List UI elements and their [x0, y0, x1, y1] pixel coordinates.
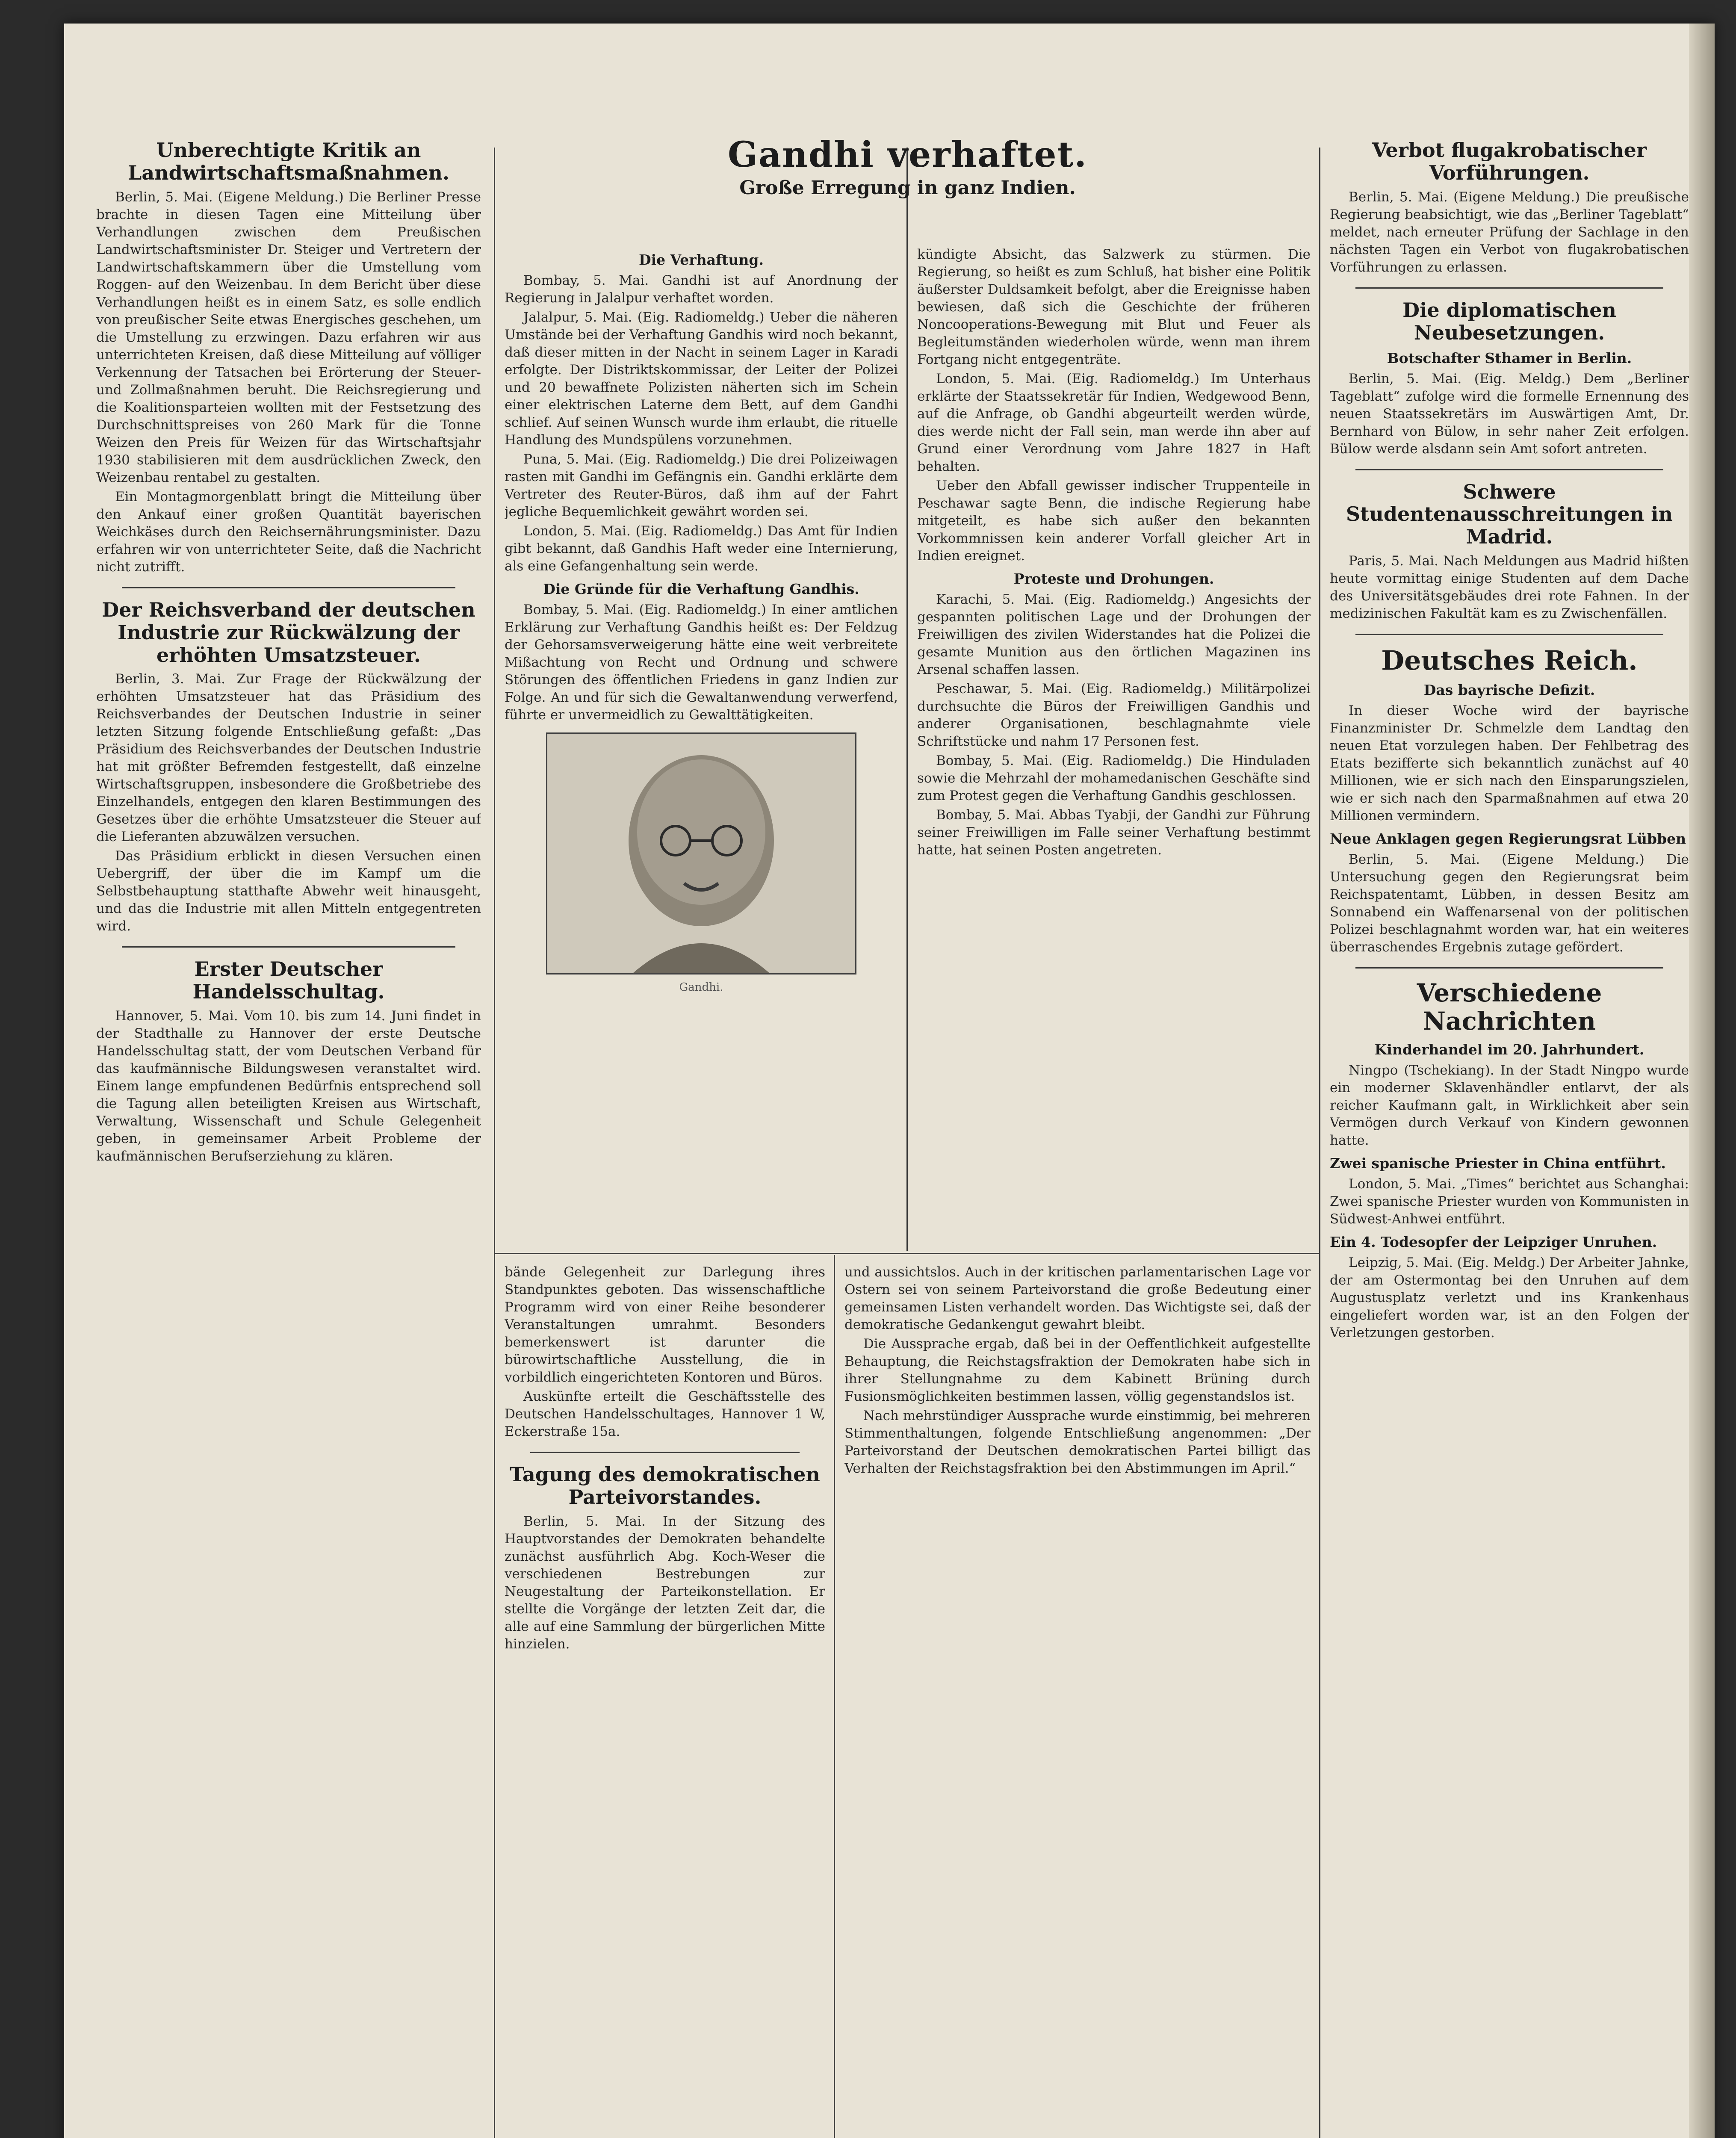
- article-text: Berlin, 5. Mai. (Eigene Meldung.) Die preußische Regierung beabsichtigt, wie das „Berliner Tageblatt“ meldet, nach erneuter Prüfung der Sachlage in den nächsten Tagen ein Verbot von flugakrobatischen Vorführungen zu erlassen.: [1330, 189, 1689, 275]
- article-text: Berlin, 3. Mai. Zur Frage der Rückwälzung der erhöhten Umsatzsteuer hat das Präsidium des Reichsverbandes der Deutschen Industrie in seiner letzten Sitzung folgende Entschließung gefaßt: „Das Präsidium des Reichsverbandes der Deutschen Industrie hat mit größter Befremden festgestellt, daß einzelne Wirtschaftsgruppen, insbesondere die Großbetriebe des Einzelhandels, entgegen den klaren Bestimmungen des Gesetzes über die erhöhte Umsatzsteuer die Steuer auf die Lieferanten abzuwälzen versuchen.: [96, 671, 481, 845]
- lower-column-left: [505, 1264, 825, 2138]
- headline-tagung: Tagung des demokratischen Parteivorstandes.: [510, 1463, 820, 1509]
- masthead: [496, 135, 1319, 199]
- article-text: Berlin, 5. Mai. In der Sitzung des Hauptvorstandes der Demokraten behandelte zunächst ausführlich Abg. Koch-Weser die verschiedenen Bestrebungen zur Neugestaltung der Parteikonstellation. Er stellte die Vorgänge der letzten Zeit dar, die alle auf eine Sammlung der bürgerlichen Mitte hinzielen.: [505, 1513, 825, 1652]
- article-text: Leipzig, 5. Mai. (Eig. Meldg.) Der Arbeiter Jahnke, der am Ostermontag bei den Unruhen auf dem Augustusplatz verletzt und ins Krankenhaus eingeliefert worden war, ist an den Folgen der Verletzungen gestorben.: [1330, 1255, 1689, 1341]
- column-rule-1: [494, 148, 495, 2138]
- article-text: Bombay, 5. Mai. (Eig. Radiomeldg.) Die Hinduladen sowie die Mehrzahl der mohamedanischen Geschäfte sind zum Protest gegen die Verhaftung Gandhis geschlossen.: [917, 753, 1311, 803]
- article-text: Bombay, 5. Mai. Abbas Tyabji, der Gandhi zur Führung seiner Freiwilligen im Falle seiner Verhaftung bestimmt hatte, hat seinen Posten angetreten.: [917, 807, 1311, 858]
- article-text: Die Aussprache ergab, daß bei in der Oeffentlichkeit aufgestellte Behauptung, die Reichstagsfraktion der Demokraten habe sich in ihrer Stellungnahme zu dem Kabinett Brüning durch Fusionsmöglichkeiten bestimmen lassen, völlig gegenstandslos ist.: [844, 1336, 1311, 1404]
- column-2: [505, 246, 898, 1246]
- lower-section-rule: [494, 1253, 1319, 1254]
- subhead-priester: Zwei spanische Priester in China entführt.: [1330, 1155, 1666, 1172]
- article-text: Nach mehrstündiger Aussprache wurde einstimmig, bei mehreren Stimmenthaltungen, folgende Entschließung angenommen: „Der Parteivorstand der Deutschen demokratischen Partei billigt das Verhalten der Reichstagsfraktion bei den Abstimmungen im April.“: [844, 1408, 1311, 1476]
- divider: [1355, 634, 1663, 635]
- article-text: Ningpo (Tschekiang). In der Stadt Ningpo wurde ein moderner Sklavenhändler entlarvt, der als reicher Kaufmann galt, in Wirklichkeit aber sein Vermögen durch Verkauf von Kindern gewonnen hatte.: [1330, 1062, 1689, 1148]
- column-rule-3: [1319, 148, 1320, 2138]
- page-subtitle: Große Erregung in ganz Indien.: [739, 177, 1076, 199]
- article-text: Ein Montagmorgenblatt bringt die Mitteilung über den Ankauf einer großen Quantität bayerischen Weichkäses durch den Reichsernährungsminister. Dazu erfahren wir von unterrichteter Seite, daß die Nachricht nicht zutrifft.: [96, 489, 481, 575]
- headline-reichsverband: Der Reichsverband der deutschen Industrie zur Rückwälzung der erhöhten Umsatzsteuer.: [102, 598, 475, 667]
- column-4: [1330, 139, 1689, 2138]
- headline-kritik: Unberechtigte Kritik an Landwirtschaftsmaßnahmen.: [128, 139, 449, 184]
- article-text: Hannover, 5. Mai. Vom 10. bis zum 14. Juni findet in der Stadthalle zu Hannover der erste Deutsche Handelsschultag statt, der vom Deutschen Verband für das kaufmännische Bildungswesen veranstaltet wird. Einem lange empfundenen Bedürfnis entsprechend soll die Tagung allen beteiligten Kreisen aus Wirtschaft, Verwaltung, Wissenschaft und Schule Gelegenheit geben, in gemeinsamer Arbeit Probleme der kaufmännischen Berufserziehung zu klären.: [96, 1008, 481, 1164]
- article-text: Auskünfte erteilt die Geschäftsstelle des Deutschen Handelsschultages, Hannover 1 W, Eckerstraße 15a.: [505, 1389, 825, 1439]
- divider: [1355, 967, 1663, 969]
- headline-deutsches-reich: Deutsches Reich.: [1381, 645, 1638, 676]
- gandhi-portrait: [546, 732, 856, 975]
- subhead-kinderhandel: Kinderhandel im 20. Jahrhundert.: [1374, 1041, 1644, 1058]
- headline-madrid: Schwere Studentenausschreitungen in Madrid.: [1346, 480, 1673, 549]
- divider: [122, 946, 455, 948]
- headline-verschiedene: Verschiedene Nachrichten: [1417, 978, 1602, 1036]
- page-edge: [1689, 24, 1715, 2138]
- article-text: In dieser Woche wird der bayrische Finanzminister Dr. Schmelzle dem Landtag den neuen Etat vorzulegen haben. Der Fehlbetrag des Etats bezifferte sich bekanntlich zunächst auf 40 Millionen, wie er sich nach den Einsparungszielen, wie er sich nach den Sparmaßnahmen auf etwa 20 Millionen vermindern.: [1330, 703, 1689, 824]
- article-text: Bombay, 5. Mai. (Eig. Radiomeldg.) In einer amtlichen Erklärung zur Verhaftung Gandhis heißt es: Der Feldzug der Gehorsamsverweigerung hätte eine weit verbreitete Mißachtung von Recht und Ordnung und schwere Störungen des öffentlichen Friedens in ganz Indien zur Folge. An und für sich die Gewaltanwendung verwerfend, führte er unvermeidlich zu Gewalttätigkeiten.: [505, 602, 898, 723]
- lower-column-right: [844, 1264, 1311, 2138]
- article-text: Das Präsidium erblickt in diesen Versuchen einen Uebergriff, der über die im Kampf um die Selbstbehauptung statthafte Abwehr weit hinausgeht, und das die Industrie mit allen Mitteln entgegentreten wird.: [96, 848, 481, 934]
- article-text: Berlin, 5. Mai. (Eigene Meldung.) Die Untersuchung gegen den Regierungsrat beim Reichspatentamt, Lübben, in dessen Besitz am Sonnabend ein Waffenarsenal von der politischen Polizei beschlagnahmt worden war, hat ein weiteres überraschendes Ergebnis zutage gefördert.: [1330, 851, 1689, 955]
- subhead-defizit: Das bayrische Defizit.: [1423, 681, 1595, 698]
- column-rule-4: [834, 1255, 835, 2138]
- column-1: [96, 139, 481, 2138]
- subhead-gruende: Die Gründe für die Verhaftung Gandhis.: [543, 581, 859, 597]
- divider: [1355, 287, 1663, 289]
- article-text: Ueber den Abfall gewisser indischer Truppenteile in Peschawar sagte Benn, die indische Regierung habe mitgeteilt, es habe sich außer den bekannten Vorkommnissen kein anderer Vorfall gleicher Art in Indien ereignet.: [917, 478, 1311, 564]
- article-text: Bombay, 5. Mai. Gandhi ist auf Anordnung der Regierung in Jalalpur verhaftet worden.: [505, 273, 898, 306]
- article-text: Puna, 5. Mai. (Eig. Radiomeldg.) Die drei Polizeiwagen rasten mit Gandhi im Gefängnis ein. Gandhi erklärte dem Vertreter des Reuter-Büros, daß ihm auf der Fahrt jegliche Bequemlichkeit gewährt worden sei.: [505, 452, 898, 520]
- article-text: und aussichtslos. Auch in der kritischen parlamentarischen Lage vor Ostern sei von seinem Parteivorstand die große Bedeutung einer gemeinsamen Listen verhandelt worden. Das Wichtigste sei, daß der demokratische Gedankengut gewahrt bleibt.: [844, 1264, 1311, 1332]
- subhead-leipzig: Ein 4. Todesopfer der Leipziger Unruhen.: [1330, 1233, 1657, 1250]
- column-rule-2: [906, 148, 908, 1251]
- article-text: London, 5. Mai. (Eig. Radiomeldg.) Das Amt für Indien gibt bekannt, daß Gandhis Haft weder eine Internierung, als eine Gefangenhaltung sein werde.: [505, 523, 898, 574]
- article-text: Berlin, 5. Mai. (Eig. Meldg.) Dem „Berliner Tageblatt“ zufolge wird die formelle Ernennung des neuen Staatssekretärs im Auswärtigen Amt, Dr. Bernhard von Bülow, in sehr naher Zeit erfolgen. Bülow werde alsdann sein Amt sofort antreten.: [1330, 371, 1689, 457]
- subhead-luebben: Neue Anklagen gegen Regierungsrat Lübben: [1330, 830, 1686, 847]
- newspaper-page: [64, 24, 1715, 2138]
- article-text: Peschawar, 5. Mai. (Eig. Radiomeldg.) Militärpolizei durchsuchte die Büros der Freiwilligen Gandhis und anderer Organisationen, beschlagnahmte viele Schriftstücke und nahm 17 Personen fest.: [917, 681, 1311, 749]
- article-text: Jalalpur, 5. Mai. (Eig. Radiomeldg.) Ueber die näheren Umstände bei der Verhaftung Gandhis wird noch bekannt, daß dieser mitten in der Nacht in seinem Lager in Karadi erfolgte. Der Distriktskommissar, der Leiter der Polizei und 20 bewaffnete Polizisten näherten sich im Schein einer elektrischen Laterne dem Bett, auf dem Gandhi schlief. Auf seinen Wunsch wurde ihm erlaubt, die rituelle Handlung des Mundspülens vorzunehmen.: [505, 310, 898, 448]
- headline-verbot: Verbot flugakrobatischer Vorführungen.: [1372, 139, 1647, 184]
- divider: [1355, 469, 1663, 470]
- subhead-verhaftung: Die Verhaftung.: [639, 251, 764, 268]
- divider: [530, 1452, 800, 1453]
- article-text: kündigte Absicht, das Salzwerk zu stürmen. Die Regierung, so heißt es zum Schluß, hat bisher eine Politik äußerster Duldsamkeit befolgt, aber die Ereignisse haben bewiesen, daß sich die Geschichte der früheren Noncooperations-Bewegung mit Blut und Feuer als Begleitumständen wiederholen würde, wenn man ihrem Fortgang nicht entgegenträte.: [917, 247, 1311, 367]
- subhead-sthamer: Botschafter Sthamer in Berlin.: [1387, 349, 1632, 366]
- headline-diplomatischen: Die diplomatischen Neubesetzungen.: [1402, 298, 1616, 344]
- article-text: Karachi, 5. Mai. (Eig. Radiomeldg.) Angesichts der gespannten politischen Lage und der Drohungen der Freiwilligen des zivilen Widerstandes hat die Polizei die gesamte Munition aus den örtlichen Magazinen ins Arsenal schaffen lassen.: [917, 592, 1311, 677]
- article-text: London, 5. Mai. (Eig. Radiomeldg.) Im Unterhaus erklärte der Staatssekretär für Indien, Wedgewood Benn, auf die Anfrage, ob Gandhi abgeurteilt werden würde, dies werde nicht der Fall sein, man werde ihn aber auf Grund einer Verordnung vom Jahre 1827 in Haft behalten.: [917, 371, 1311, 474]
- article-text: Berlin, 5. Mai. (Eigene Meldung.) Die Berliner Presse brachte in diesen Tagen eine Mitteilung über Verhandlungen zwischen dem Preußischen Landwirtschaftsminister Dr. Steiger und Vertretern der Landwirtschaftskammern über die Umstellung vom Roggen- auf den Weizenbau. In dem Bericht über diese Verhandlungen heißt es in einem Satz, es solle endlich von preußischer Seite etwas Energisches geschehen, um die Umstellung zu erzwingen. Dazu erfahren wir aus unterrichteten Kreisen, daß diese Mitteilung auf völliger Verkennung der Tatsachen bei Erörterung der Steuer- und Zollmaßnahmen beruht. Die Reichsregierung und die Koalitionsparteien wollten mit der Festsetzung des Durchschnittspreises von 260 Mark für die Tonne Weizen den Preis für Weizen für das Wirtschaftsjahr 1930 stabilisieren mit dem ausdrücklichen Zweck, den Weizenbau rentabel zu gestalten.: [96, 189, 481, 485]
- portrait-caption: Gandhi.: [679, 981, 723, 994]
- divider: [122, 587, 455, 588]
- article-text: bände Gelegenheit zur Darlegung ihres Standpunktes geboten. Das wissenschaftliche Programm wird von einer Reihe besonderer Veranstaltungen umrahmt. Besonders bemerkenswert ist darunter die bürowirtschaftliche Ausstellung, die in vorbildlich eingerichteten Kontoren und Büros.: [505, 1264, 825, 1385]
- article-text: Paris, 5. Mai. Nach Meldungen aus Madrid hißten heute vormittag einige Studenten auf dem Dache des Universitätsgebäudes drei rote Fahnen. In der medizinischen Fakultät kam es zu Zwischenfällen.: [1330, 553, 1689, 622]
- headline-handelsschultag: Erster Deutscher Handelsschultag.: [192, 957, 385, 1004]
- article-text: London, 5. Mai. „Times“ berichtet aus Schanghai: Zwei spanische Priester wurden von Kommunisten in Südwest-Anhwei entführt.: [1330, 1176, 1689, 1227]
- portrait-illustration: [547, 734, 855, 973]
- subhead-proteste: Proteste und Drohungen.: [1013, 570, 1214, 587]
- column-3: [917, 246, 1311, 1246]
- page-title: Gandhi verhaftet.: [728, 134, 1087, 175]
